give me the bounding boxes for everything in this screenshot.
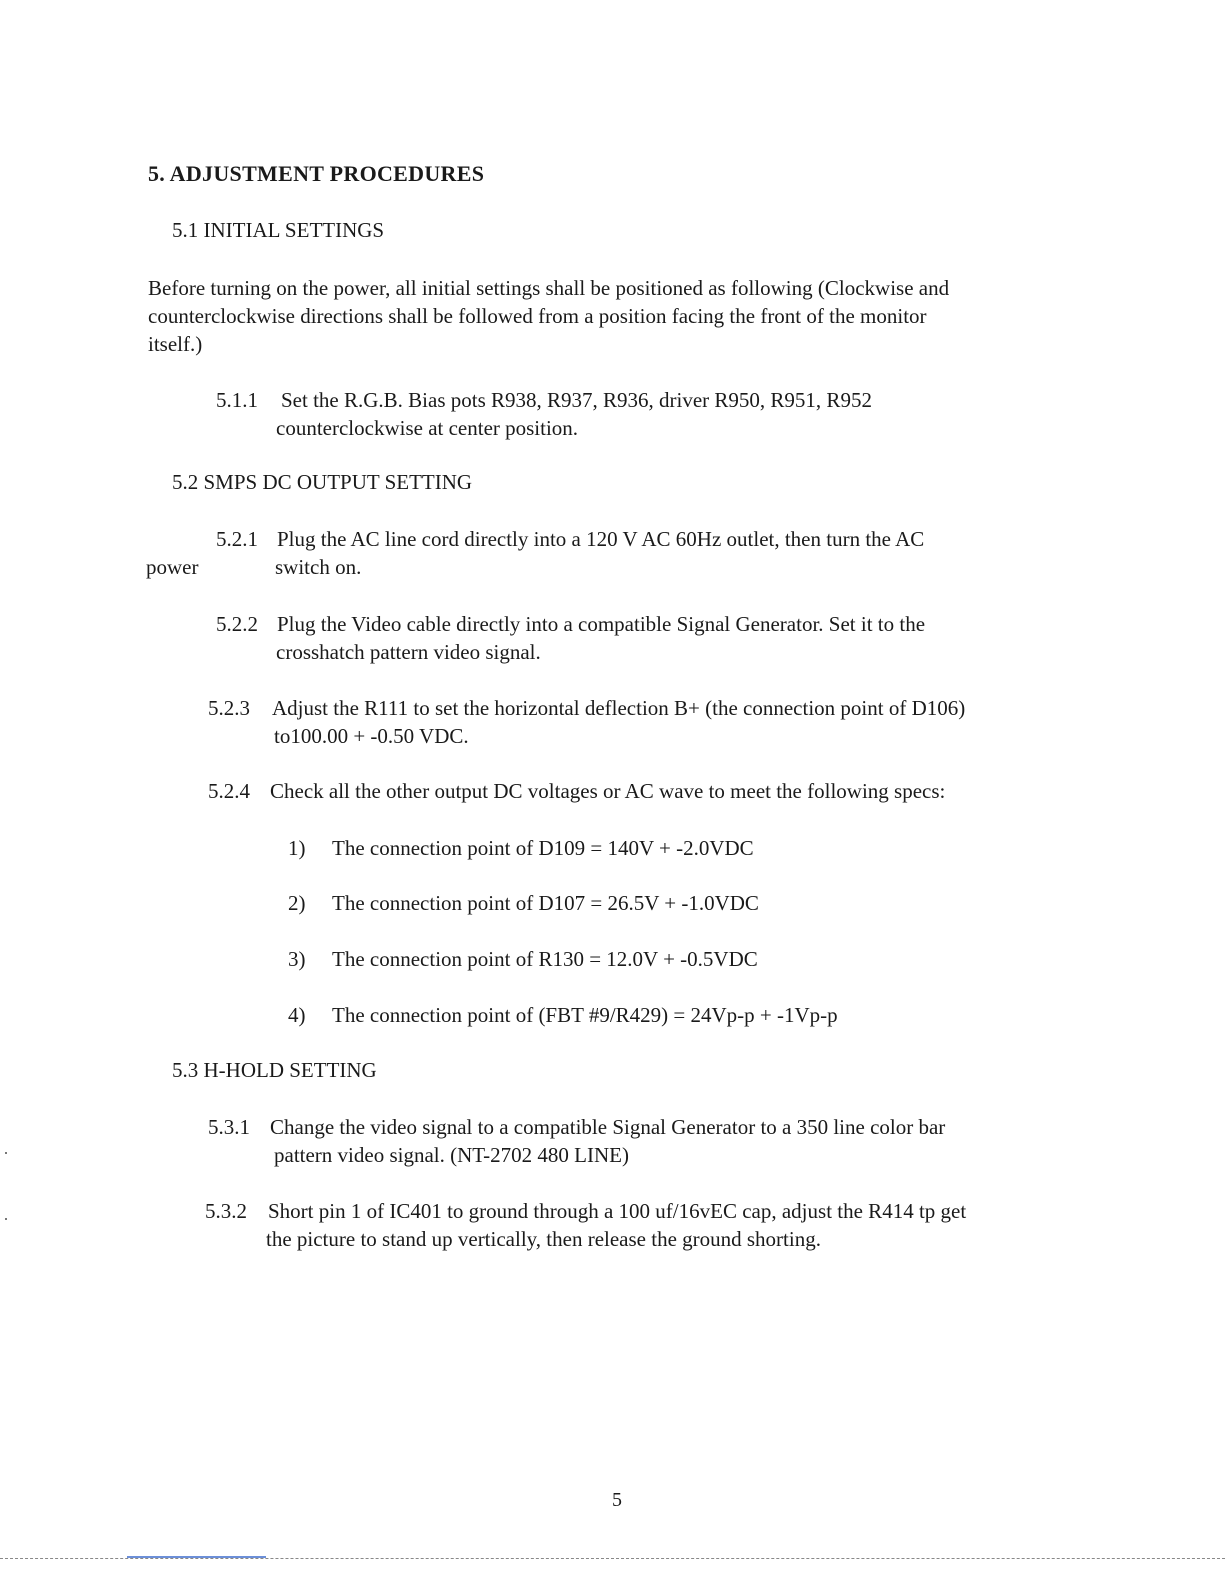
scan-speck bbox=[5, 1218, 7, 1220]
item-number-5-1-1: 5.1.1 bbox=[216, 388, 258, 412]
spec-item-text: The connection point of (FBT #9/R429) = 24Vp-p + -1Vp-p bbox=[332, 1003, 838, 1027]
subsection-heading-5-3: 5.3 H-HOLD SETTING bbox=[172, 1058, 377, 1082]
item-number-5-2-4: 5.2.4 bbox=[208, 779, 250, 803]
item-5-2-1-line-2: switch on. bbox=[275, 555, 362, 579]
item-5-2-4-line-1: Check all the other output DC voltages or AC wave to meet the following specs: bbox=[270, 779, 946, 803]
bottom-link-underline bbox=[127, 1556, 266, 1558]
subsection-heading-5-2: 5.2 SMPS DC OUTPUT SETTING bbox=[172, 470, 473, 494]
intro-line-1: Before turning on the power, all initial settings shall be positioned as following (Clockwise and bbox=[148, 276, 950, 300]
item-number-5-2-2: 5.2.2 bbox=[216, 612, 258, 636]
item-5-1-1-line-2: counterclockwise at center position. bbox=[276, 416, 579, 440]
item-5-3-1-line-2: pattern video signal. (NT-2702 480 LINE) bbox=[274, 1143, 629, 1167]
item-5-2-3-line-1: Adjust the R111 to set the horizontal deflection B+ (the connection point of D106) bbox=[272, 696, 966, 720]
intro-line-3: itself.) bbox=[148, 332, 203, 356]
item-number-5-2-3: 5.2.3 bbox=[208, 696, 250, 720]
spec-item-text: The connection point of D107 = 26.5V + -1.0VDC bbox=[332, 891, 759, 915]
intro-line-2: counterclockwise directions shall be followed from a position facing the front of the monitor bbox=[148, 304, 927, 328]
item-5-3-1-line-1: Change the video signal to a compatible Signal Generator to a 350 line color bar bbox=[270, 1115, 946, 1139]
page-number: 5 bbox=[612, 1489, 622, 1511]
item-number-5-3-2: 5.3.2 bbox=[205, 1199, 247, 1223]
item-5-3-2-line-1: Short pin 1 of IC401 to ground through a 100 uf/16vEC cap, adjust the R414 tp get bbox=[268, 1199, 967, 1223]
spec-item-text: The connection point of D109 = 140V + -2.0VDC bbox=[332, 836, 754, 860]
item-5-2-1-overflow-word: power bbox=[146, 555, 199, 579]
item-5-2-3-line-2: to100.00 + -0.50 VDC. bbox=[274, 724, 469, 748]
spec-item-number: 3) bbox=[288, 947, 306, 971]
item-5-1-1-line-1: Set the R.G.B. Bias pots R938, R937, R936, driver R950, R951, R952 bbox=[281, 388, 872, 412]
scan-speck bbox=[5, 1152, 7, 1154]
subsection-heading-5-1: 5.1 INITIAL SETTINGS bbox=[172, 218, 385, 242]
bottom-dashed-rule bbox=[0, 1558, 1225, 1559]
item-number-5-3-1: 5.3.1 bbox=[208, 1115, 250, 1139]
spec-item-number: 2) bbox=[288, 891, 306, 915]
spec-item-number: 4) bbox=[288, 1003, 306, 1027]
item-number-5-2-1: 5.2.1 bbox=[216, 527, 258, 551]
item-5-2-1-line-1: Plug the AC line cord directly into a 120 V AC 60Hz outlet, then turn the AC bbox=[277, 527, 925, 551]
item-5-2-2-line-2: crosshatch pattern video signal. bbox=[276, 640, 541, 664]
section-title: 5. ADJUSTMENT PROCEDURES bbox=[148, 161, 485, 186]
item-5-2-2-line-1: Plug the Video cable directly into a compatible Signal Generator. Set it to the bbox=[277, 612, 926, 636]
spec-item-number: 1) bbox=[288, 836, 306, 860]
item-5-3-2-line-2: the picture to stand up vertically, then release the ground shorting. bbox=[266, 1227, 821, 1251]
spec-item-text: The connection point of R130 = 12.0V + -0.5VDC bbox=[332, 947, 758, 971]
